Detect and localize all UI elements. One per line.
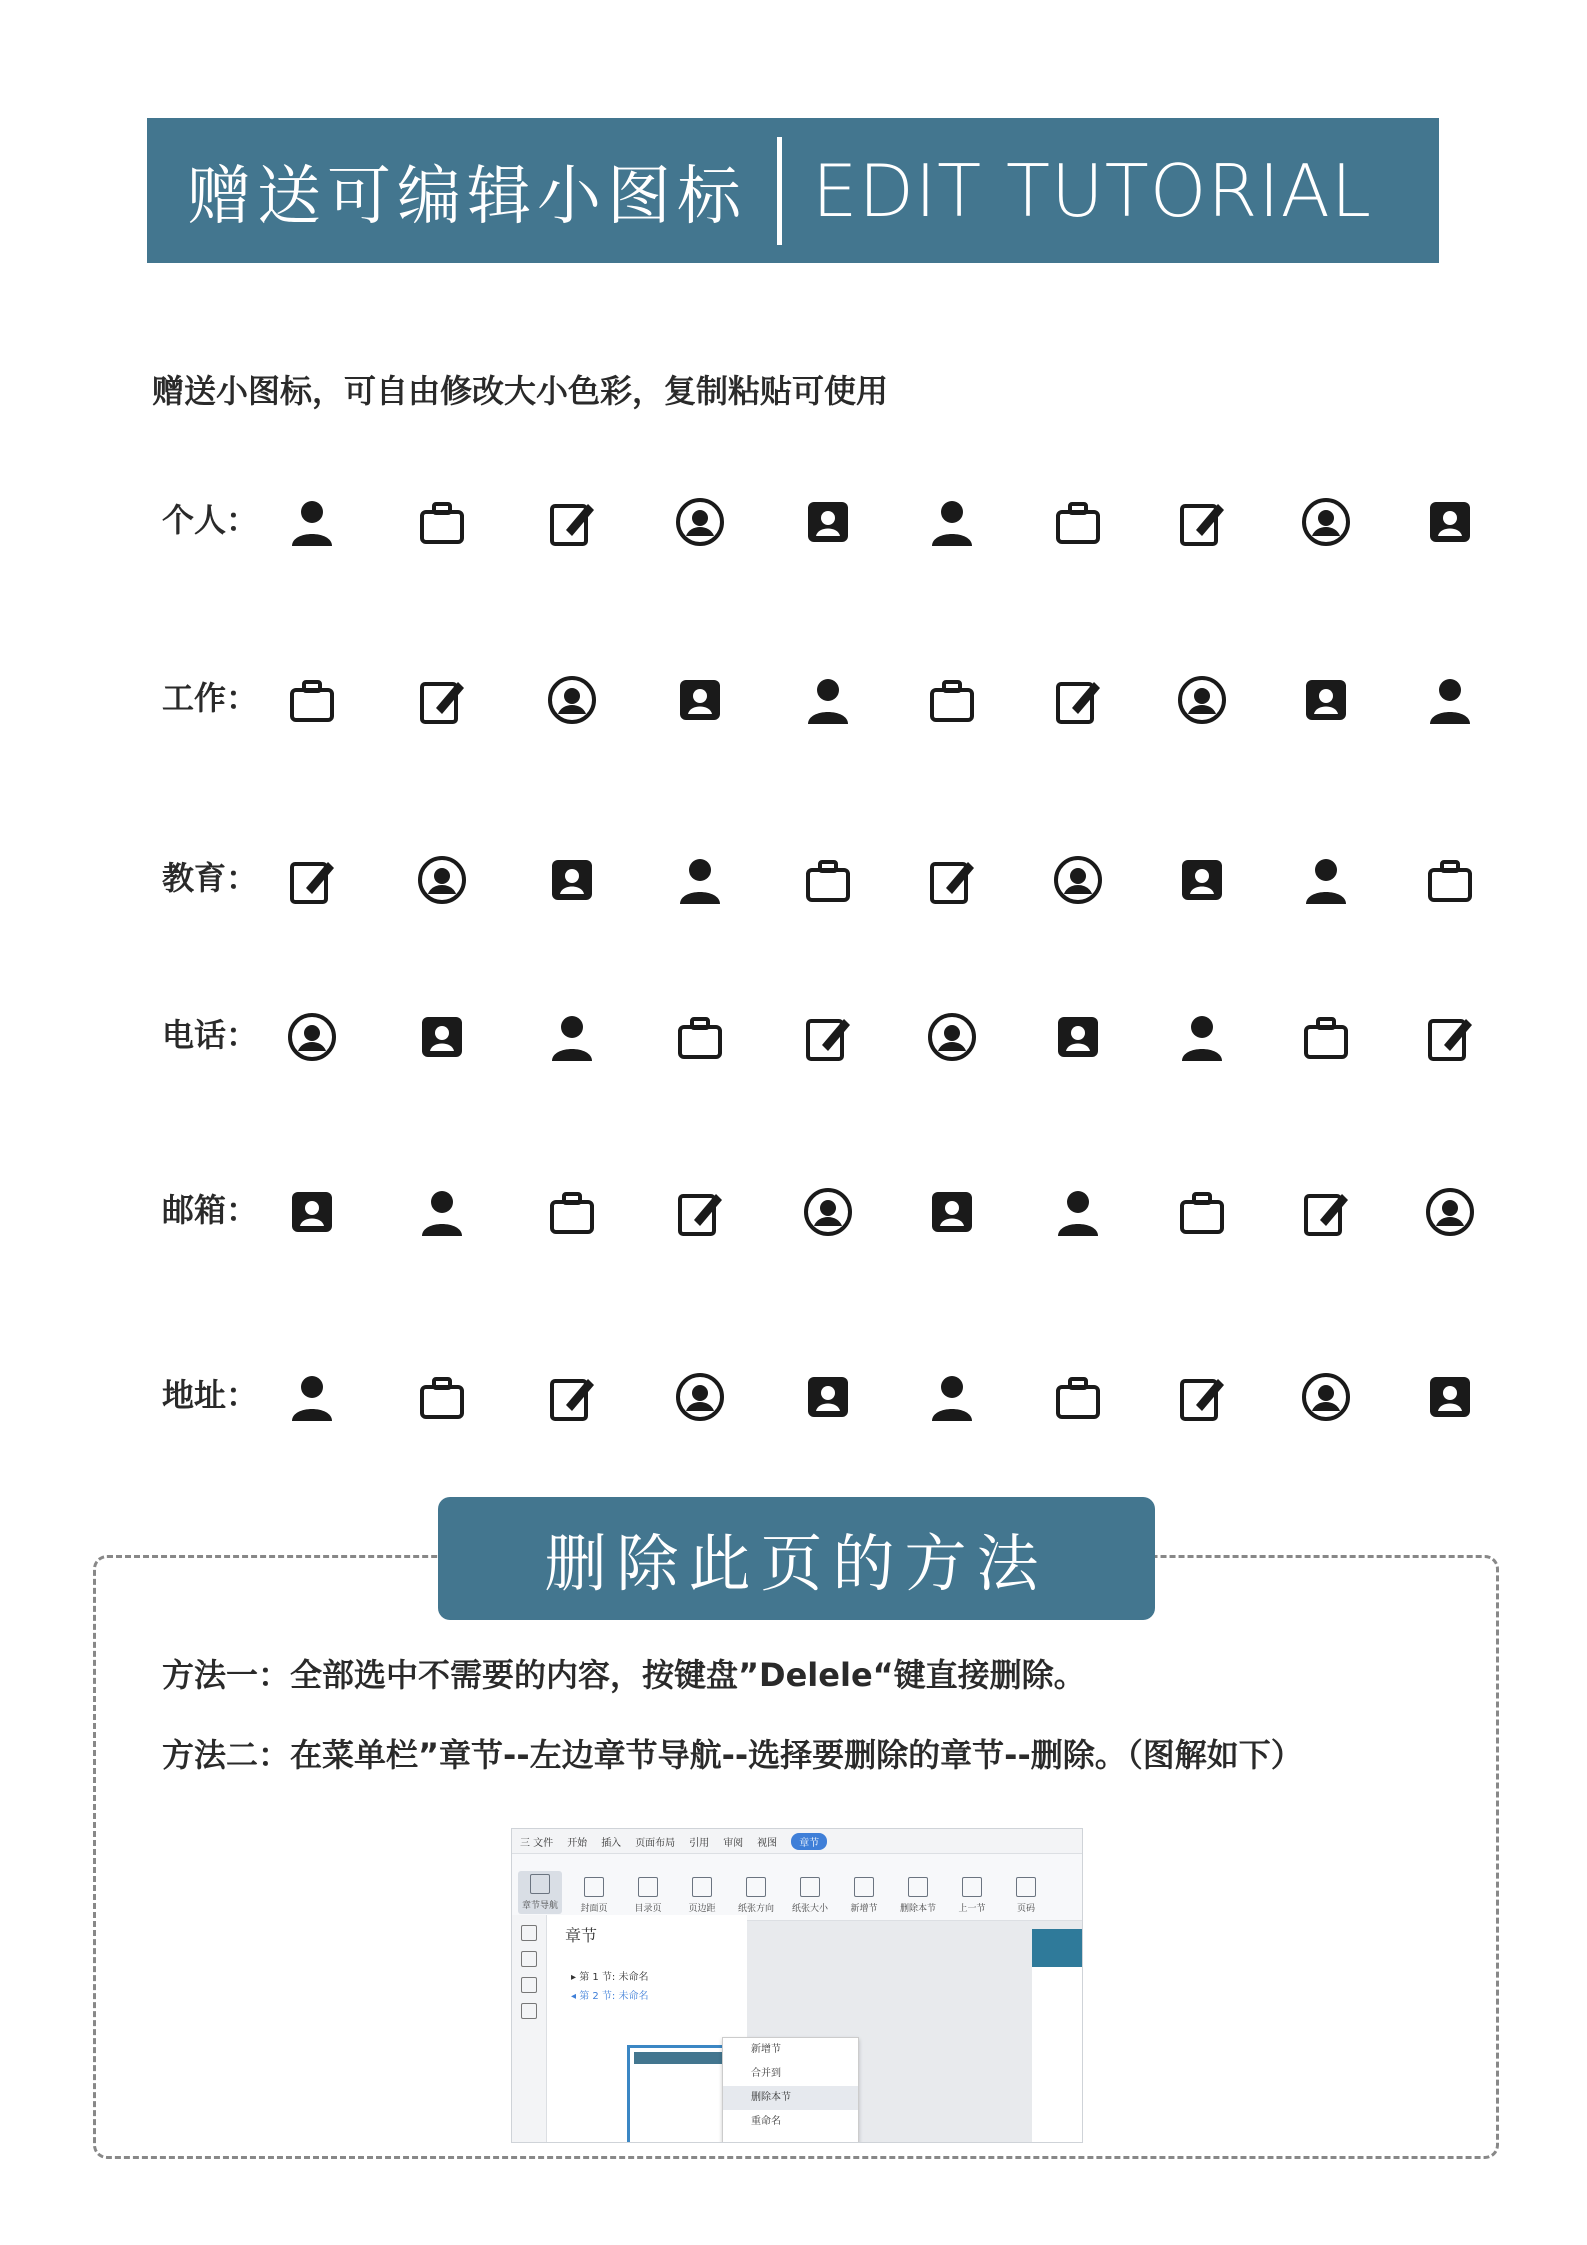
add-section-icon — [854, 1877, 874, 1897]
pin-frame-icon — [1046, 1365, 1110, 1429]
nav-icon — [530, 1874, 550, 1894]
title-banner — [147, 118, 1439, 263]
tutorial-screenshot — [511, 1828, 1083, 2143]
contact-card-icon — [796, 490, 860, 554]
hd-camera-icon — [1418, 668, 1482, 732]
video-player-icon — [1418, 848, 1482, 912]
briefcase-outline-icon — [410, 668, 474, 732]
edit-square-icon — [540, 668, 604, 732]
handset-icon — [540, 1005, 604, 1069]
row-label: 邮箱： — [162, 1191, 259, 1229]
shot-tool-toc[interactable] — [626, 1877, 670, 1914]
toc-icon — [638, 1877, 658, 1897]
shot-tool-nav[interactable] — [518, 1871, 562, 1914]
user-outline-icon — [920, 490, 984, 554]
clipboard-icon — [1170, 668, 1234, 732]
method-title: 删除此页的方法 — [438, 1497, 1155, 1620]
phone-circle-icon — [1046, 1005, 1110, 1069]
ctx-add-section[interactable]: 新增节 — [751, 2044, 781, 2055]
at-sign-icon — [1046, 1180, 1110, 1244]
map-marker-square-icon — [410, 1365, 474, 1429]
doc-banner — [1032, 1929, 1082, 1967]
shot-menu-section[interactable]: 章节 — [791, 1833, 827, 1850]
shot-tool-label: 页边距 — [688, 1904, 716, 1914]
presenter-icon — [1170, 490, 1234, 554]
ctx-merge-to[interactable]: 合并到 — [751, 2068, 781, 2079]
film-reel-icon — [1294, 848, 1358, 912]
shot-document-preview — [1032, 1929, 1082, 2142]
fountain-pen-icon — [920, 668, 984, 732]
user-solid-icon — [540, 490, 604, 554]
ctx-rename[interactable]: 重命名 — [751, 2116, 781, 2127]
books-icon — [796, 848, 860, 912]
shot-tool-label: 章节导航 — [521, 1901, 558, 1911]
shot-menu-insert[interactable]: 插入 — [601, 1837, 622, 1849]
search-icon[interactable] — [521, 2003, 537, 2019]
photo-id-icon — [1294, 490, 1358, 554]
location-pin-circle-icon — [280, 1365, 344, 1429]
prev-section-icon — [962, 1877, 982, 1897]
shot-tool-page[interactable] — [1004, 1877, 1048, 1914]
pen-nib-outline-icon — [668, 668, 732, 732]
graduation-cap-icon — [410, 848, 474, 912]
envelope-outline-icon — [410, 1180, 474, 1244]
shot-menu-start[interactable]: 开始 — [567, 1837, 588, 1849]
shot-tool-label: 页码 — [1016, 1904, 1035, 1914]
shot-tool-delete[interactable] — [896, 1877, 940, 1914]
shot-toolbar — [512, 1854, 1082, 1921]
map-location-icon — [796, 1365, 860, 1429]
shot-section-item[interactable]: ▸ 第 1 节: 未命名 — [571, 1972, 649, 1983]
pencil-icon — [796, 668, 860, 732]
shot-tool-label: 新增节 — [850, 1904, 878, 1914]
shot-section-panel — [547, 1915, 747, 2142]
shot-tool-label: 纸张方向 — [737, 1904, 774, 1914]
shot-menubar — [512, 1829, 1082, 1854]
row-label: 工作： — [162, 679, 259, 717]
shot-tool-cover[interactable] — [572, 1877, 616, 1914]
cover-icon — [584, 1877, 604, 1897]
ie-browser-icon — [1294, 668, 1358, 732]
shot-menu-view[interactable]: 视图 — [757, 1837, 778, 1849]
location-pin-icon — [668, 1365, 732, 1429]
signature-pen-icon — [1046, 668, 1110, 732]
mouse-icon — [1294, 1180, 1358, 1244]
row-label: 地址： — [162, 1376, 259, 1414]
pin-outline-icon — [540, 1365, 604, 1429]
shot-menu-ref[interactable]: 引用 — [689, 1837, 710, 1849]
user-circle-icon — [668, 490, 732, 554]
user-tie-icon — [280, 490, 344, 554]
shot-tool-label: 纸张大小 — [791, 1904, 828, 1914]
page-number-icon — [1016, 1877, 1036, 1897]
row-label: 教育： — [162, 859, 259, 897]
delete-section-icon — [908, 1877, 928, 1897]
mail-forward-icon — [280, 1180, 344, 1244]
id-card-icon — [1418, 490, 1482, 554]
mail-circle-icon — [1170, 1180, 1234, 1244]
home-icon — [1418, 1365, 1482, 1429]
camera-icon — [1170, 848, 1234, 912]
shot-tool-label: 上一节 — [958, 1904, 986, 1914]
thumbnail-banner — [634, 2052, 734, 2064]
list-icon[interactable] — [521, 1925, 537, 1941]
row-label: 电话： — [162, 1016, 259, 1054]
page-icon[interactable] — [521, 1951, 537, 1967]
bookmark-icon[interactable] — [521, 1977, 537, 1993]
shot-context-menu — [722, 2037, 859, 2143]
shot-tool-margin[interactable] — [680, 1877, 724, 1914]
shot-section-item[interactable]: ◂ 第 2 节: 未命名 — [571, 1991, 649, 2002]
icon-row — [0, 848, 1587, 958]
banner-title-cn: 赠送可编辑小图标 — [187, 159, 747, 234]
phone-circle-outline-icon — [920, 1005, 984, 1069]
piano-keys-icon — [1046, 848, 1110, 912]
shot-tool-size[interactable] — [788, 1877, 832, 1914]
mail-circle-outline-icon — [668, 1180, 732, 1244]
icon-row — [0, 1365, 1587, 1475]
paper-size-icon — [800, 1877, 820, 1897]
briefcase-icon — [280, 668, 344, 732]
phone-book-icon — [668, 1005, 732, 1069]
shot-menu-file[interactable]: 三 文件 — [520, 1837, 554, 1849]
handset-outline-icon — [1418, 1005, 1482, 1069]
row-label: 个人： — [162, 501, 259, 539]
subtitle: 赠送小图标，可自由修改大小色彩，复制粘贴可使用 — [152, 372, 889, 410]
icon-row — [0, 668, 1587, 778]
orientation-icon — [746, 1877, 766, 1897]
shot-sidebar — [512, 1915, 547, 2142]
rotary-phone-icon — [796, 1005, 860, 1069]
user-star-icon — [1046, 490, 1110, 554]
shot-tool-orient[interactable] — [734, 1877, 778, 1914]
ctx-delete-section[interactable]: 删除本节 — [723, 2086, 858, 2110]
student-icon — [668, 848, 732, 912]
method-line-1: 方法一：全部选中不需要的内容，按键盘”Delele“键直接删除。 — [162, 1656, 1086, 1694]
shot-tool-label: 封面页 — [580, 1904, 608, 1914]
margin-icon — [692, 1877, 712, 1897]
shot-tool-label: 删除本节 — [899, 1904, 936, 1914]
icon-row — [0, 490, 1587, 600]
shot-menu-layout[interactable]: 页面布局 — [635, 1837, 676, 1849]
icon-row — [0, 1180, 1587, 1290]
method-line-2: 方法二：在菜单栏”章节--左边章节导航--选择要删除的章节--删除。（图解如下） — [162, 1736, 1303, 1774]
home-solid-icon — [1170, 1365, 1234, 1429]
book-outline-icon — [920, 848, 984, 912]
banner-title-en: EDIT TUTORIAL — [812, 148, 1372, 233]
phone-square-icon — [1170, 1005, 1234, 1069]
shot-tool-prev[interactable] — [950, 1877, 994, 1914]
shot-panel-title: 章节 — [565, 1926, 598, 1945]
envelope-solid-icon — [540, 1180, 604, 1244]
open-book-icon — [280, 848, 344, 912]
mobile-icon — [1294, 1005, 1358, 1069]
icon-row — [0, 1005, 1587, 1115]
mail-square-icon — [1418, 1180, 1482, 1244]
user-icon — [410, 490, 474, 554]
shot-menu-review[interactable]: 审阅 — [723, 1837, 744, 1849]
envelope-thin-icon — [920, 1180, 984, 1244]
desk-phone-icon — [410, 1005, 474, 1069]
shot-tool-label: 目录页 — [634, 1904, 662, 1914]
phone-square-outline-icon — [280, 1005, 344, 1069]
location-eye-icon — [920, 1365, 984, 1429]
shot-tool-add[interactable] — [842, 1877, 886, 1914]
mortarboard-icon — [540, 848, 604, 912]
banner-divider — [777, 137, 782, 245]
home-roof-icon — [1294, 1365, 1358, 1429]
air-mail-icon — [796, 1180, 860, 1244]
